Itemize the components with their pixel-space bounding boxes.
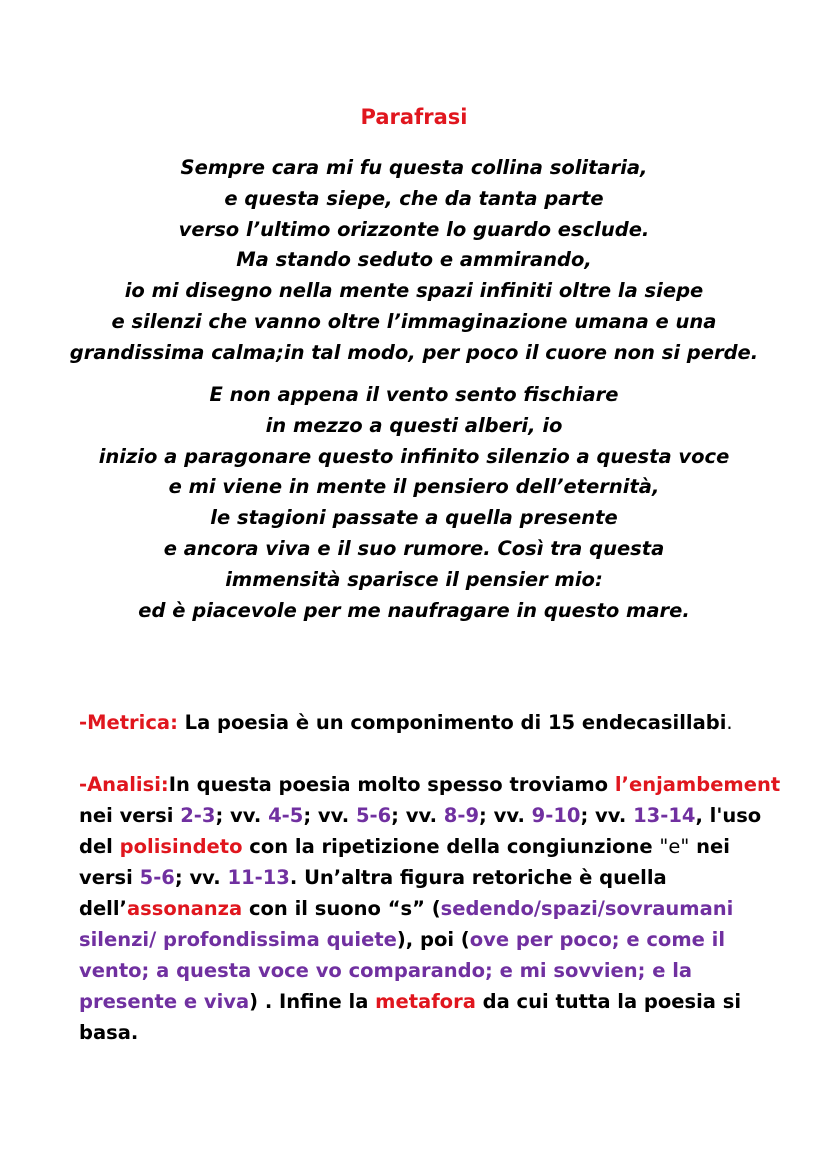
analisi-text: . Un’altra figura retoriche è quella — [289, 866, 667, 889]
metrica-label: -Metrica: — [79, 711, 178, 734]
analisi-text: versi — [79, 866, 140, 889]
analisi-text: basa. — [79, 1021, 139, 1044]
analisi-line — [79, 831, 759, 862]
paraphrase-stanza-1 — [0, 153, 828, 369]
analisi-line — [79, 955, 759, 986]
page-title: Parafrasi — [360, 105, 468, 129]
analisi-text: ; vv. — [174, 866, 228, 889]
verse-ref: 5-6 — [139, 866, 175, 889]
metrica-end: . — [726, 711, 733, 734]
example-words: silenzi/ profondissima quiete — [79, 928, 397, 951]
paraphrase-stanza-2 — [0, 380, 828, 626]
example-words: ove per poco; e come il — [469, 928, 726, 951]
stanza-line: Ma stando seduto e ammirando, — [236, 248, 592, 272]
analisi-text: dell’ — [79, 897, 127, 920]
analisi-text: ; vv. — [303, 804, 356, 827]
analisi-text: ; vv. — [215, 804, 269, 827]
example-words: sedendo/spazi/sovraumani — [440, 897, 734, 920]
term-metafora: metafora — [375, 990, 476, 1013]
analisi-text: da cui tutta la poesia si — [475, 990, 742, 1013]
stanza-line: io mi disegno nella mente spazi infiniti oltre la siepe — [124, 279, 704, 303]
analisi-text: del — [79, 835, 120, 858]
analisi-line — [79, 1017, 759, 1048]
stanza-line: E non appena il vento sento fischiare — [209, 383, 619, 406]
stanza-line: inizio a paragonare questo infinito silenzio a questa voce — [98, 444, 730, 468]
verse-ref: 4-5 — [268, 804, 304, 827]
term-polisindeto: polisindeto — [119, 835, 243, 858]
analisi-text: , l'uso — [695, 804, 762, 827]
analisi-line — [79, 769, 781, 800]
verse-ref: 13-14 — [633, 804, 696, 827]
stanza-line: grandissima calma;in tal modo, per poco il cuore non si perde. — [69, 340, 759, 364]
example-words: presente e viva — [79, 990, 250, 1013]
stanza-line: Sempre cara mi fu questa collina solitaria, — [180, 156, 648, 179]
analisi-text: ; vv. — [580, 804, 634, 827]
analisi-line — [79, 986, 759, 1017]
stanza-line: e ancora viva e il suo rumore. Così tra questa — [163, 536, 665, 560]
verse-ref: 5-6 — [355, 804, 392, 827]
analisi-text: ; vv. — [391, 804, 444, 827]
analisi-text: ; vv. — [479, 804, 532, 827]
metrica-text: La poesia è un componimento di 15 endecasillabi — [177, 711, 727, 734]
analisi-text: In questa poesia molto spesso troviamo — [168, 773, 615, 796]
analisi-line — [79, 862, 759, 893]
stanza-line: ed è piacevole per me naufragare in questo mare. — [138, 598, 690, 622]
stanza-line: e questa siepe, che da tanta parte — [224, 186, 604, 210]
analisi-text: con il suono “s” ( — [242, 897, 441, 920]
stanza-line: in mezzo a questi alberi, io — [265, 413, 563, 437]
analisi-paragraph — [79, 769, 781, 1048]
analisi-line — [79, 800, 762, 831]
analisi-label: -Analisi: — [79, 773, 169, 796]
analisi-line — [79, 924, 759, 955]
analisi-line — [79, 893, 759, 924]
analisi-text: nei versi — [79, 804, 181, 827]
stanza-line: immensità sparisce il pensier mio: — [225, 567, 603, 591]
analisi-text: ), poi ( — [396, 928, 470, 951]
analisi-text: ) . Infine la — [249, 990, 376, 1013]
stanza-line: e mi viene in mente il pensiero dell’eternità, — [168, 475, 660, 499]
stanza-line: verso l’ultimo orizzonte lo guardo esclude. — [178, 217, 650, 241]
stanza-line: le stagioni passate a quella presente — [210, 506, 618, 530]
metrica-paragraph — [79, 707, 759, 738]
verse-ref: 2-3 — [180, 804, 216, 827]
stanza-line: e silenzi che vanno oltre l’immaginazione umana e una — [111, 309, 717, 333]
verse-ref: 9-10 — [531, 804, 581, 827]
verse-ref: 8-9 — [443, 804, 480, 827]
analisi-text: con la ripetizione della congiunzione — [242, 835, 660, 858]
quoted-e: "e" — [659, 835, 690, 858]
term-assonanza: assonanza — [126, 897, 243, 920]
verse-ref: 11-13 — [227, 866, 290, 889]
analisi-text: nei — [689, 835, 730, 858]
example-words: vento; a questa voce vo comparando; e mi sovvien; e la — [79, 959, 693, 982]
term-enjambement: l’enjambement — [614, 773, 781, 796]
